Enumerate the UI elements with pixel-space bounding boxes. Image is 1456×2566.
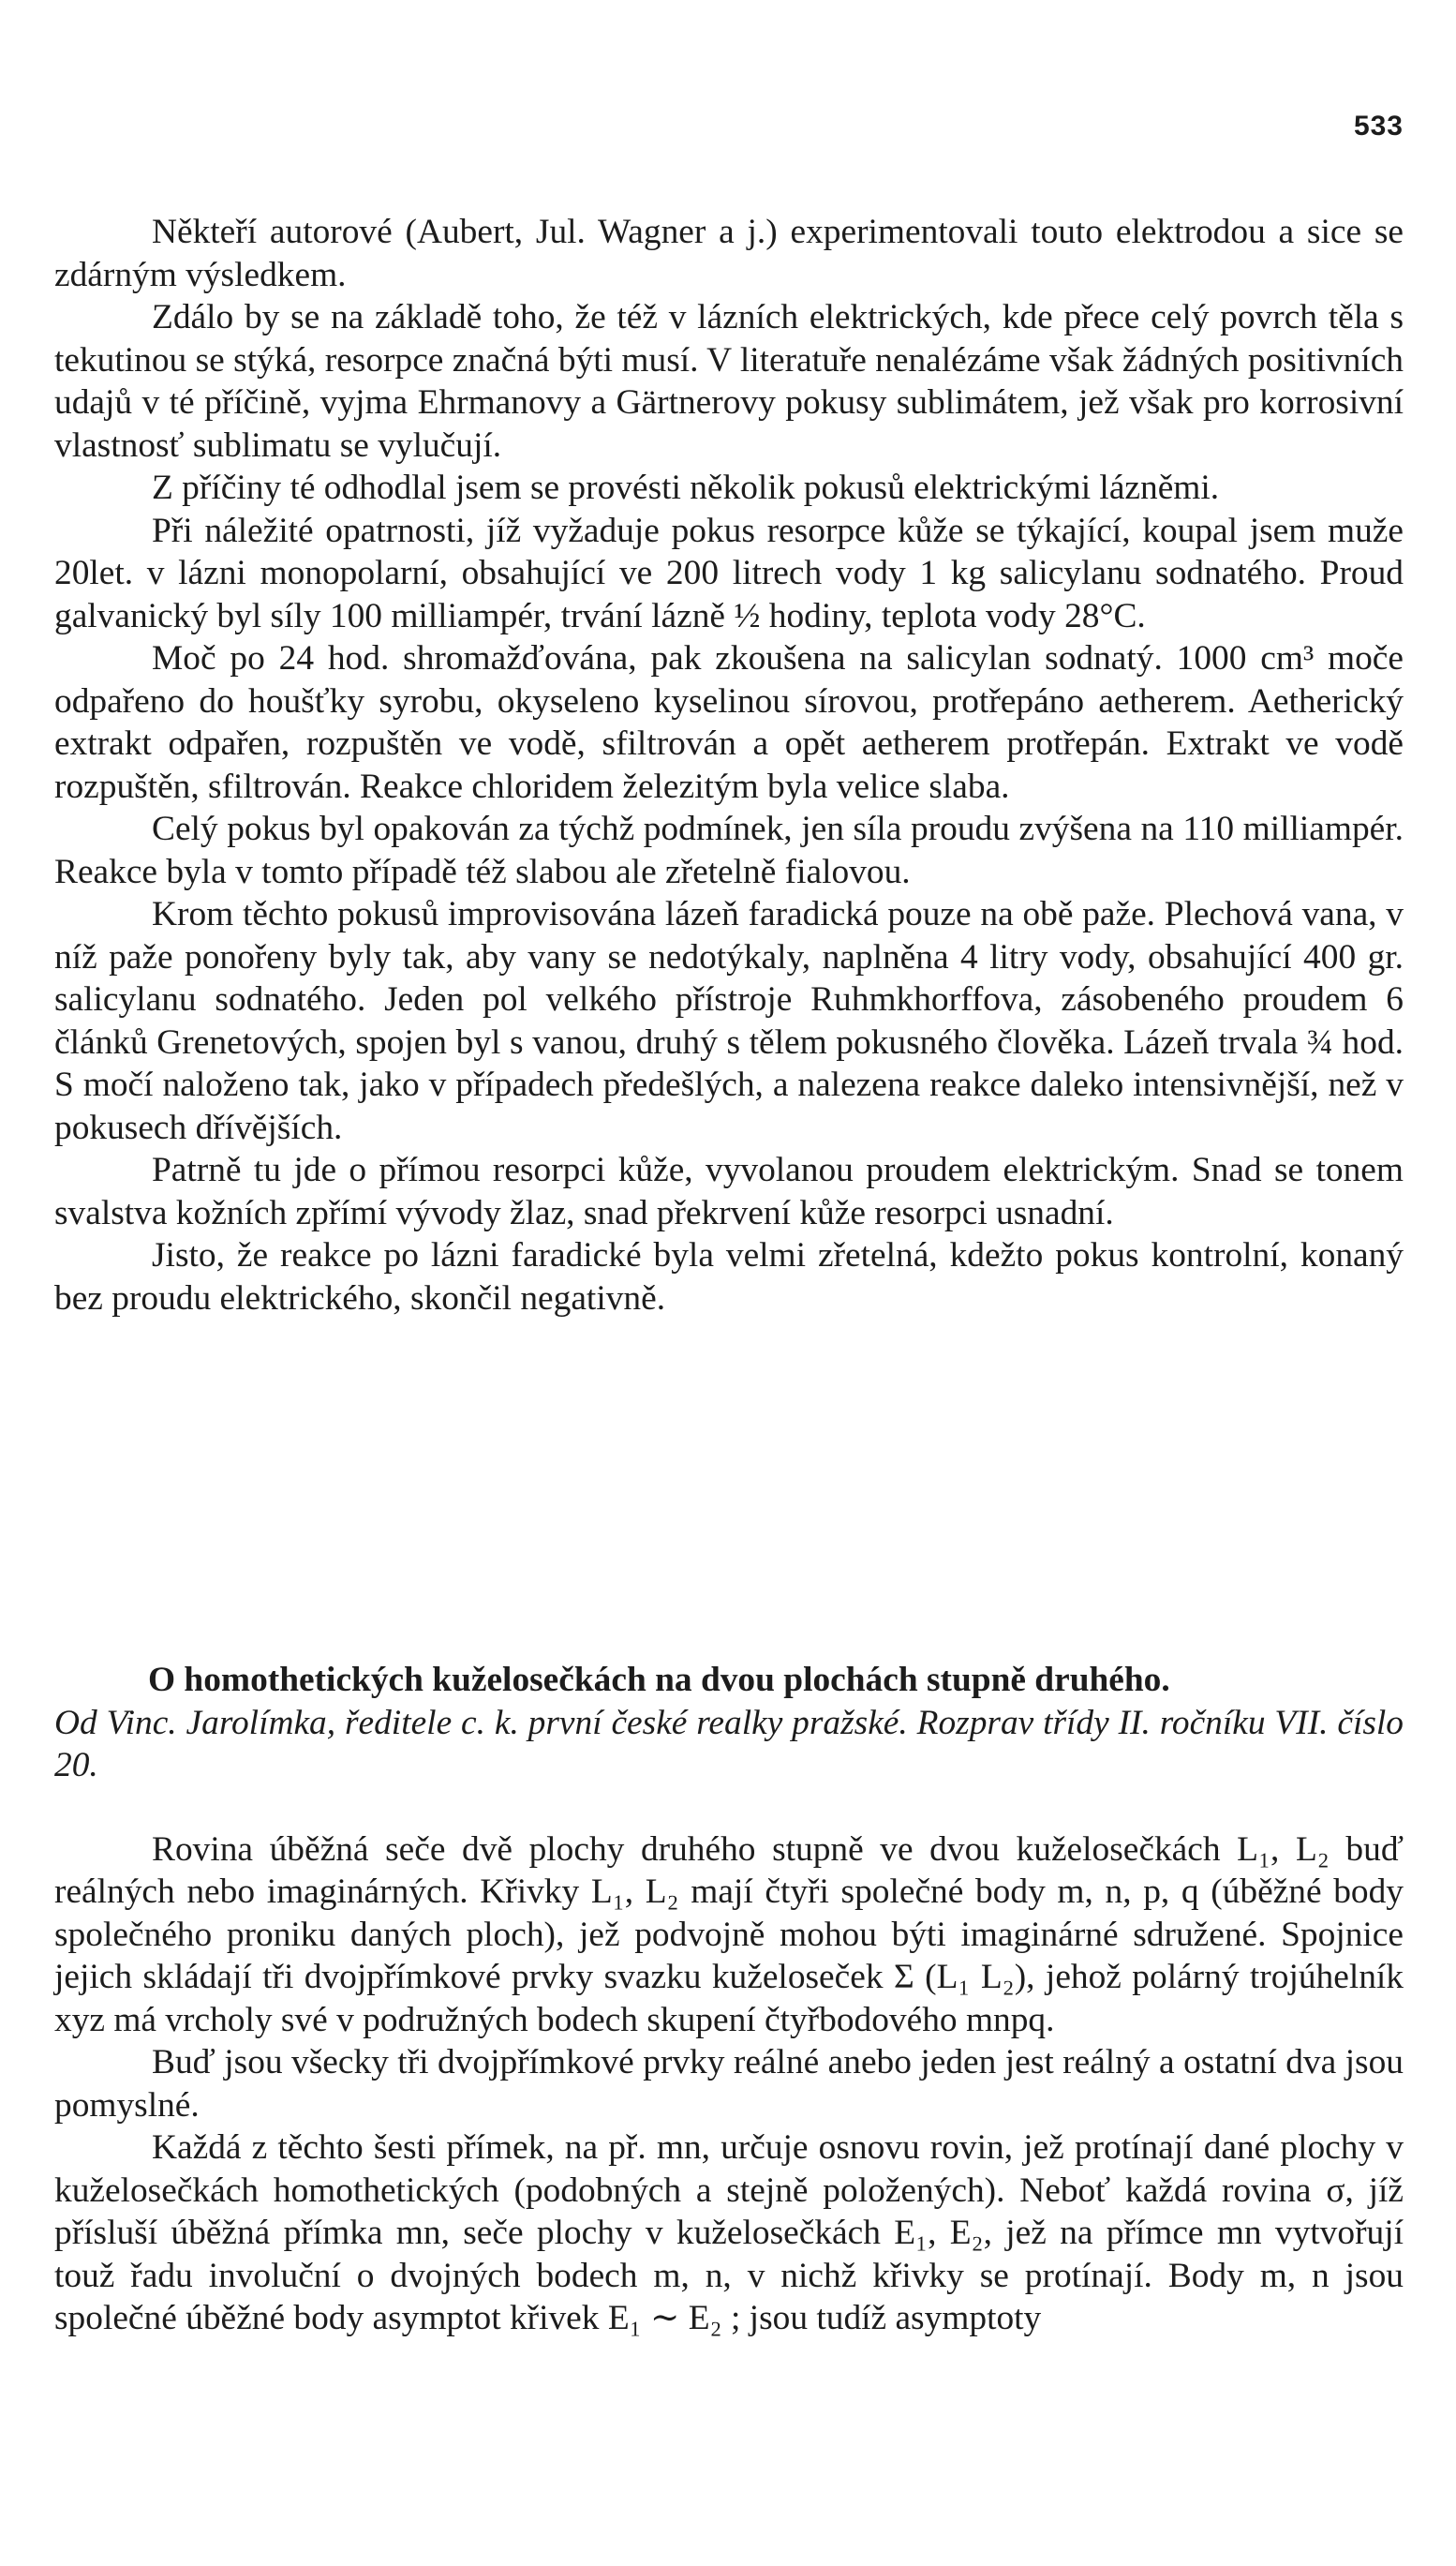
paragraph: Zdálo by se na základě toho, že též v lázních elektrických, kde přece celý povrch těla s tekutinou se stýká, resorpce značná býti musí. V literatuře nenalézáme však žádných positivních udajů v té příčině, vyjma Ehrmanovy a Gärtnerovy pokusy sublimátem, jež však pro korrosivní vlastnosť sublimatu se vylučují. bbox=[54, 298, 1404, 465]
paragraph: Patrně tu jde o přímou resorpci kůže, vyvolanou proudem elektrickým. Snad se tonem svalstva kožních zpřímí vývody žlaz, snad překrvení kůže resorpci usnadní. bbox=[54, 1151, 1404, 1232]
paragraph: Z příčiny té odhodlal jsem se provésti několik pokusů elektrickými lázněmi. bbox=[152, 469, 1220, 507]
article-title: O homothetických kuželosečkách na dvou plochách stupně druhého. bbox=[148, 1661, 1170, 1699]
paragraph: Krom těchto pokusů improvisována lázeň faradická pouze na obě paže. Plechová vana, v níž paže ponořeny byly tak, aby vany se nedotýkaly, naplněna 4 litry vody, obsahující 400 gr. salicylanu sodnatého. Jeden pol velkého přístroje Ruhmkhorffova, zásobeného proudem 6 článků Grenetových, spojen byl s vanou, druhý s tělem pokusného člověka. Lázeň trvala ¾ hod. S močí naloženo tak, jako v případech předešlých, a nalezena reakce daleko intensivnější, než v pokusech dřívějších. bbox=[54, 895, 1404, 1147]
article-electrical-baths bbox=[54, 211, 1404, 1320]
page-number: 533 bbox=[1353, 111, 1404, 142]
paragraph: Při náležité opatrnosti, jíž vyžaduje pokus resorpce kůže se týkající, koupal jsem muže 20let. v lázni monopolarní, obsahující ve 200 litrech vody 1 kg salicylanu sodnatého. Proud galvanický byl síly 100 milliampér, trvání lázně ½ hodiny, teplota vody 28°C. bbox=[54, 511, 1404, 635]
article-byline: Od Vinc. Jarolímka, ředitele c. k. první české realky pražské. Rozprav třídy II. ročníku VII. číslo 20. bbox=[54, 1703, 1404, 1784]
paragraph: Někteří autorové (Aubert, Jul. Wagner a j.) experimentovali touto elektrodou a sice se zdárným výsledkem. bbox=[54, 213, 1404, 294]
paragraph: Celý pokus byl opakován za týchž podmínek, jen síla proudu zvýšena na 110 milliampér. Reakce byla v tomto případě též slabou ale zřetelně fialovou. bbox=[54, 810, 1404, 891]
paragraph: Moč po 24 hod. shromažďována, pak zkoušena na salicylan sodnatý. 1000 cm³ moče odpařeno do houšťky syrobu, okyseleno kyselinou sírovou, protřepáno aetherem. Aetherický extrakt odpařen, rozpuštěn ve vodě, sfiltrován a opět aetherem protřepán. Extrakt ve vodě rozpuštěn, sfiltrován. Reakce chloridem železitým byla velice slaba. bbox=[54, 639, 1404, 806]
paragraph: Buď jsou všecky tři dvojpřímkové prvky reálné anebo jeden jest reálný a ostatní dva jsou pomyslné. bbox=[54, 2043, 1404, 2125]
paragraph: Rovina úběžná seče dvě plochy druhého stupně ve dvou kuželosečkách L₁, L₂ buď reálných nebo imaginárných. Křivky L₁, L₂ mají čtyři společné body m, n, p, q (úběžné body společného proniku daných ploch), jež podvojně mohou býti imaginárné sdružené. Spojnice jejich skládají tři dvojpřímkové prvky svazku kuželoseček Σ (L₁ L₂), jehož polárný trojúhelník xyz má vrcholy své v podružných bodech skupení čtyřbodového mnpq. bbox=[54, 1829, 1404, 2039]
paragraph: Jisto, že reakce po lázni faradické byla velmi zřetelná, kdežto pokus kontrolní, konaný bez proudu elektrického, skončil negativně. bbox=[54, 1236, 1404, 1318]
paragraph: Každá z těchto šesti přímek, na př. mn, určuje osnovu rovin, jež protínají dané plochy v kuželosečkách homothetických (podobných a stejně položených). Neboť každá rovina σ, jíž přísluší úběžná přímka mn, seče plochy v kuželosečkách E₁, E₂, jež na přímce mn vytvořují touž řadu involuční o dvojných bodech m, n, v nichž křivky se protínají. Body m, n jsou společné úběžné body asymptot křivek E₁ ∼ E₂ ; jsou tudíž asymptoty bbox=[54, 2128, 1404, 2337]
article-homothetic-conics bbox=[54, 1659, 1404, 2340]
